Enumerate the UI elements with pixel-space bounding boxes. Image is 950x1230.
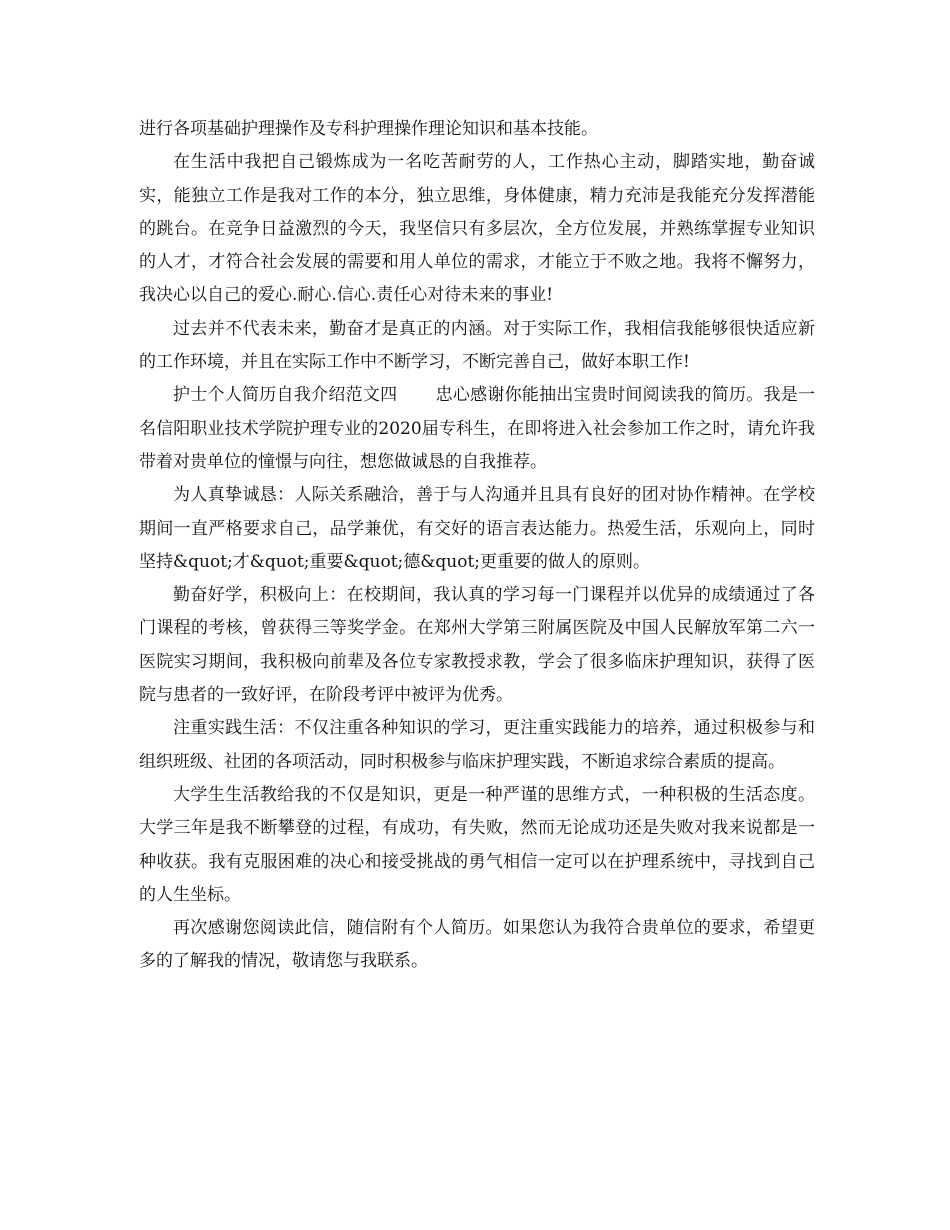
paragraph-with-heading (139, 379, 815, 479)
paragraph: 勤奋好学，积极向上：在校期间，我认真的学习每一门课程并以优异的成绩通过了各门课程的考核，曾获得三等奖学金。在郑州大学第三附属医院及中国人民解放军第二六一医院实习期间，我积极向前辈及各位专家教授求教，学会了很多临床护理知识，获得了医院与患者的一致好评，在阶段考评中被评为优秀。 (139, 585, 815, 706)
paragraph: 大学生生活教给我的不仅是知识，更是一种严谨的思维方式，一种积极的生活态度。大学三年是我不断攀登的过程，有成功，有失败，然而无论成功还是失败对我来说都是一种收获。我有克服困难的决心和接受挑战的勇气相信一定可以在护理系统中，寻找到自己的人生坐标。 (139, 784, 815, 905)
section-heading: 护士个人简历自我介绍范文四 (173, 385, 398, 406)
paragraph: 再次感谢您阅读此信，随信附有个人简历。如果您认为我符合贵单位的要求，希望更多的了解我的情况，敬请您与我联系。 (139, 918, 815, 972)
paragraph: 注重实践生活：不仅注重各种知识的学习，更注重实践能力的培养，通过积极参与和组织班级、社团的各项活动，同时积极参与临床护理实践，不断追求综合素质的提高。 (139, 718, 815, 772)
paragraph: 在生活中我把自己锻炼成为一名吃苦耐劳的人，工作热心主动，脚踏实地，勤奋诚实，能独立工作是我对工作的本分，独立思维，身体健康，精力充沛是我能充分发挥潜能的跳台。在竞争日益激烈的今天，我坚信只有多层次，全方位发展，并熟练掌握专业知识的人才，才符合社会发展的需要和用人单位的需求，才能立于不败之地。我将不懈努力，我决心以自己的爱心.耐心.信心.责任心对待未来的事业! (139, 152, 815, 306)
paragraph: 进行各项基础护理操作及专科护理操作理论知识和基本技能。 (139, 119, 598, 139)
paragraph: 过去并不代表未来，勤奋才是真正的内涵。对于实际工作，我相信我能够很快适应新的工作环境，并且在实际工作中不断学习，不断完善自己，做好本职工作! (139, 318, 815, 373)
paragraph: 为人真挚诚恳：人际关系融洽，善于与人沟通并且具有良好的团对协作精神。在学校期间一直严格要求自己，品学兼优，有交好的语言表达能力。热爱生活，乐观向上，同时坚持&quot;才&quot;重要&quot;德&quot;更重要的做人的原则。 (139, 485, 815, 572)
paragraph-text: 忠心感谢你能抽出宝贵时间阅读我的简历。我是一名信阳职业技术学院护理专业的2020届专科生，在即将进入社会参加工作之时，请允许我带着对贵单位的憧憬与向往，想您做诚恳的自我推荐。 (139, 385, 815, 472)
document-body (139, 113, 815, 979)
